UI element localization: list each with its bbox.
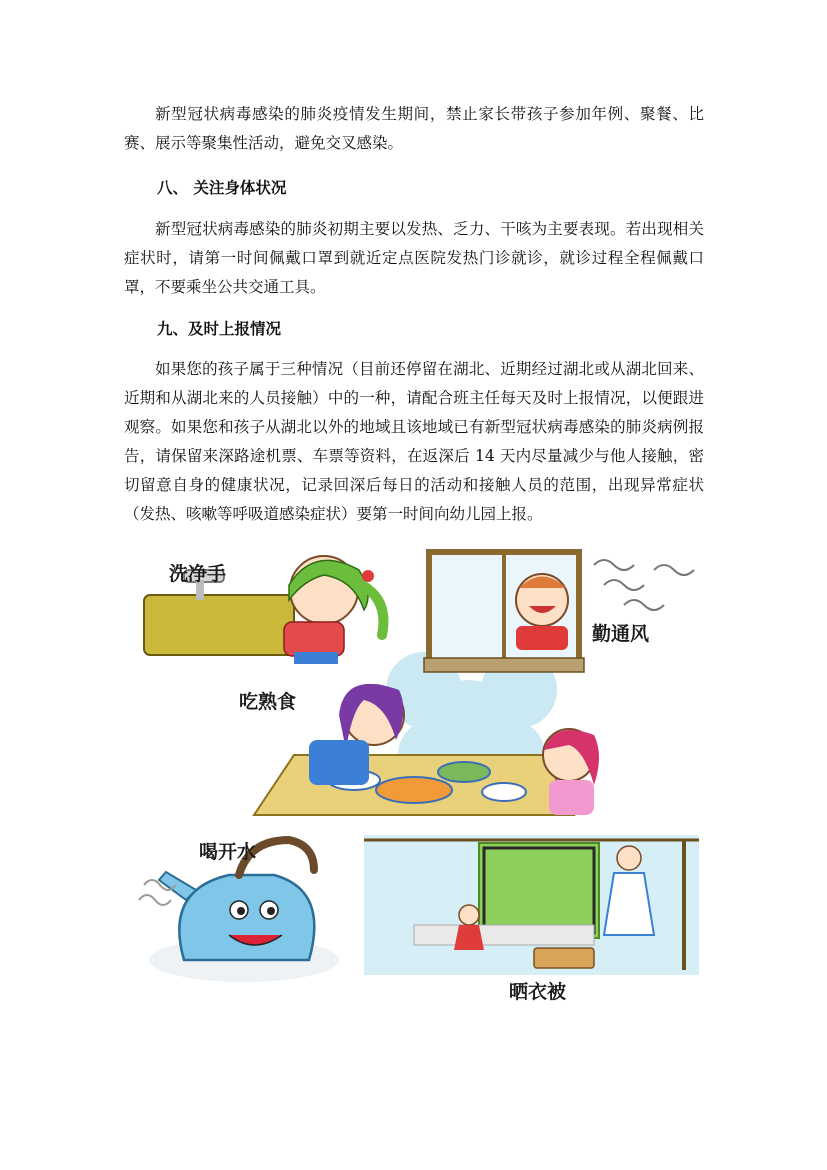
sun-bedding-scene xyxy=(364,835,699,975)
caption-sun-bedding: 晒衣被 xyxy=(509,981,567,1003)
illustration-canvas xyxy=(124,540,704,1010)
section-8-paragraph: 新型冠状病毒感染的肺炎初期主要以发热、乏力、干咳为主要表现。若出现相关症状时，请第一时间佩戴口罩到就近定点医院发热门诊就诊，就诊过程全程佩戴口罩，不要乘坐公共交通工具。 xyxy=(124,220,704,296)
hygiene-illustration xyxy=(124,540,704,1010)
section-8-heading: 八、 关注身体状况 xyxy=(157,179,287,197)
section-9-heading: 九、及时上报情况 xyxy=(157,320,282,338)
intro-paragraph: 新型冠状病毒感染的肺炎疫情发生期间，禁止家长带孩子参加年例、聚餐、比赛、展示等聚集性活动，避免交叉感染。 xyxy=(124,105,704,152)
caption-wash-hands: 洗净手 xyxy=(169,563,227,585)
ventilate-scene xyxy=(424,552,694,672)
caption-boiled-water: 喝开水 xyxy=(199,841,257,863)
caption-ventilate: 勤通风 xyxy=(592,623,650,645)
section-9-paragraph: 如果您的孩子属于三种情况（目前还停留在湖北、近期经过湖北或从湖北回来、近期和从湖北来的人员接触）中的一种，请配合班主任每天及时上报情况，以便跟进观察。如果您和孩子从湖北以外的地域且该地域已有新型冠状病毒感染的肺炎病例报告，请保留来深路途机票、车票等资料，在返深后 14 天内尽量减少与他人接触，密切留意自身的健康状况，记录回深后每日的活动和接触人员的范围，出现异常症状（发热、咳嗽等呼吸道感染症状）要第一时间向幼儿园上报。 xyxy=(124,360,704,523)
caption-eat-cooked: 吃熟食 xyxy=(239,691,297,713)
